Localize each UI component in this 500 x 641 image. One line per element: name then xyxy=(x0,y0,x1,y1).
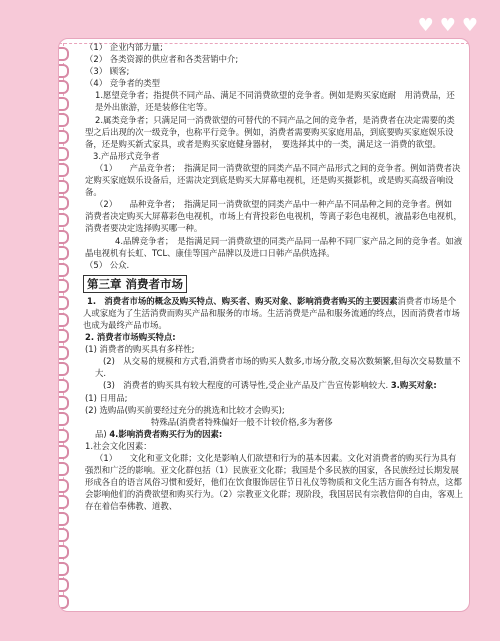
text-line: (2) 选购品(购买前要经过充分的挑选和比较才会购买); xyxy=(85,404,285,415)
paragraph: （1） 文化和亚文化群；文化是影响人们欲望和行为的基本因素。文化对消费者的购买行为具有强烈和广泛的影响。亚文化群包括（1）民族亚文化群；我国是个多民族的国家，各民族经过长期发展形成各自的语言风俗习惯和爱好，他们在饮食服饰居住节日礼仪等物质和文化生活方面各有特点，这都会影响他们的消费欲望和购买行为。（2）宗教亚文化群；现阶段，我国居民有宗教信仰的自由，客观上存在着信奉佛教、道教、 xyxy=(85,453,464,512)
binding-ring xyxy=(58,147,69,161)
paragraph: 2.属类竞争者；只满足同一消费欲望的可替代的不同产品之间的竞争者，是消费者在决定需要的类型之后出现的次一级竞争，也称平行竞争。例如，消费者需要购买家庭用品，到底要购买家庭娱乐设备，还是购买新式家具，或者是购买家庭健身器材， 要选择其中的一类，满足这一消费的欲望。 xyxy=(85,114,455,149)
text-line: （2） 各类资源的供应者和各类营销中介; xyxy=(85,54,239,65)
binding-ring xyxy=(58,445,69,459)
chapter-title: 第三章 消费者市场 xyxy=(83,275,187,293)
binding-ring xyxy=(58,279,69,293)
binding-ring xyxy=(58,329,69,343)
binding-ring xyxy=(58,180,69,194)
section-heading: 1. 消费者市场的概念及购买特点、购买者、购买对象、影响消费者购买的主要因素 xyxy=(87,295,398,306)
bottom-band xyxy=(0,615,500,641)
binding-ring xyxy=(58,396,69,410)
binding-ring xyxy=(58,196,69,210)
paragraph: 1.愿望竞争者；指提供不同产品、满足不同消费欲望的竞争者。例如是购买家庭耐 用消费品，还是外出旅游，还是装修住宅等。 xyxy=(95,90,455,113)
section-body: 消费者市场是个人或家庭为了生活消费而购买产品和服务的市场。生活消费是产品和服务流通的终点，因而消费者市场也成为最终产品市场。 xyxy=(83,295,460,330)
binding-ring xyxy=(58,362,69,376)
text-line: （4） 竞争者的类型 xyxy=(85,78,160,89)
text-line: (1) 消费者的购买具有多样性; xyxy=(85,344,195,355)
text-line: 3.产品形式竞争者 xyxy=(93,150,160,161)
binding-ring xyxy=(58,479,69,493)
binding-ring xyxy=(58,263,69,277)
binding-ring xyxy=(58,379,69,393)
heart-icon: ♥ xyxy=(439,15,456,36)
paragraph: （1） 产品竞争者； 指满足同一消费欲望的同类产品不同产品形式之间的竞争者。例如消费者决定购买家庭娱乐设备后，还需决定到底是购买大屏幕电视机，还是购买摄影机，或是购买高级音响设备。 xyxy=(85,162,461,198)
binding-ring xyxy=(58,64,69,78)
text-line: (1) 日用品; xyxy=(85,392,128,403)
text-line: 1.社会文化因素： xyxy=(85,440,152,451)
binding-ring xyxy=(58,528,69,542)
paragraph-text: (3) 消费者的购买具有较大程度的可诱导性,受企业产品及广告宣传影响较大. xyxy=(103,380,391,391)
binding-ring xyxy=(58,462,69,476)
text-line: （1） 企业内部力量; xyxy=(85,42,163,52)
text-line: （3） 顾客; xyxy=(85,66,130,77)
paragraph: （2） 品种竞争者； 指满足同一消费欲望的同类产品中一种产品不同品种之间的竞争者。例如 消费者决定购买大屏幕彩色电视机，市场上有背投彩色电视机，等离子彩色电视机，液晶彩色电视机，消费者要决定选择购买哪一种。 xyxy=(85,199,462,234)
binding-ring xyxy=(58,246,69,260)
binding-ring xyxy=(58,595,69,609)
heart-icon: ♥ xyxy=(417,15,434,36)
binding-ring xyxy=(58,429,69,443)
hearts-decoration xyxy=(418,17,478,35)
binding-ring xyxy=(58,80,69,94)
section-heading: 3.购买对象: xyxy=(390,380,437,391)
section-heading: 2. 消费者市场购买特点: xyxy=(85,332,176,343)
notebook-page xyxy=(58,38,470,612)
paragraph xyxy=(95,416,335,440)
binding-ring xyxy=(58,47,69,61)
section-heading: 4.影响消费者购买行为的因素: xyxy=(109,428,223,439)
paragraph-text: 特殊品(消费者特殊偏好一般不计较价格,多为奢侈品) xyxy=(95,416,333,439)
binding-ring xyxy=(58,562,69,576)
binding-ring xyxy=(58,346,69,360)
binding-ring xyxy=(58,230,69,244)
binding-ring xyxy=(58,495,69,509)
document-body xyxy=(73,41,463,512)
binding-ring xyxy=(58,512,69,526)
binding-ring xyxy=(58,97,69,111)
binding-ring xyxy=(58,113,69,127)
binding-ring xyxy=(58,578,69,592)
binding-ring xyxy=(58,213,69,227)
heart-icon: ♥ xyxy=(461,15,478,36)
binding-ring xyxy=(58,412,69,426)
spiral-binding xyxy=(58,39,79,611)
paragraph: 4.品牌竞争者； 是指满足同一消费欲望的同类产品同一品种不同厂家产品之间的竞争者。如液晶电视机有长虹、TCL、康佳等国产品牌以及进口日韩产品供选择。 xyxy=(85,235,463,258)
binding-ring xyxy=(58,545,69,559)
text-line: （5） 公众. xyxy=(85,259,130,270)
binding-ring xyxy=(58,296,69,310)
section-1 xyxy=(83,295,463,331)
binding-ring xyxy=(58,313,69,327)
binding-ring xyxy=(58,130,69,144)
paragraph xyxy=(95,379,463,391)
paragraph: (2) 从交易的规模和方式看,消费者市场的购买人数多,市场分散,交易次数频繁,但每次交易数量不大. xyxy=(95,356,461,379)
binding-ring xyxy=(58,163,69,177)
